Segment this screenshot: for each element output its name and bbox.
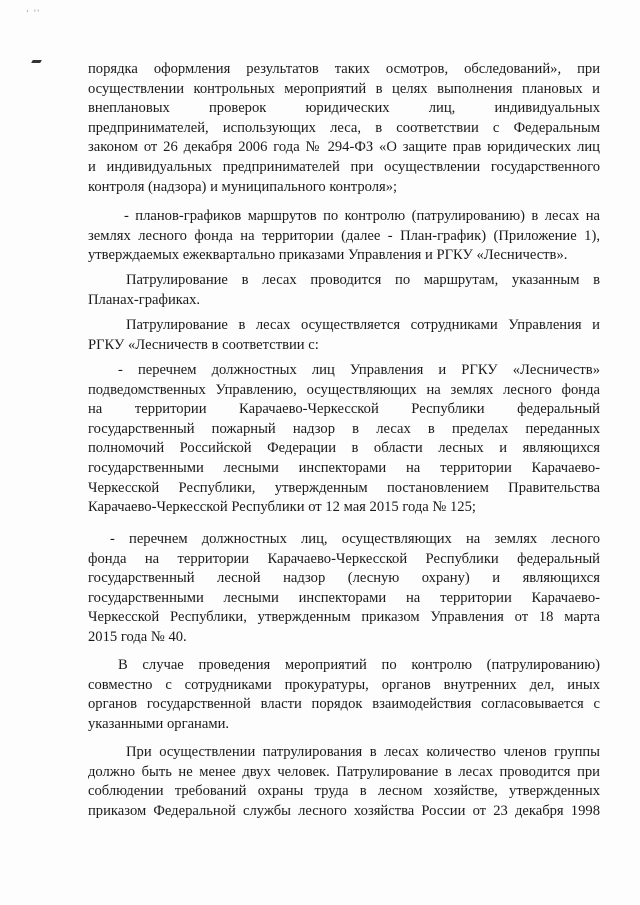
paragraph-8	[88, 743, 600, 821]
text-line: Патрулирование в лесах проводится по маршрутам, указанным в	[126, 272, 600, 288]
text-line: контроля (надзора) и муниципального контроля»;	[88, 178, 398, 195]
text-line: Черкесской Республики, утвержденным постановлением Правительства	[88, 479, 600, 496]
text-line: Планах-графиках.	[88, 291, 201, 308]
text-line: совместно с сотрудниками прокуратуры, органов внутренних дел, иных	[88, 676, 600, 693]
text-line: фонда на территории Карачаево-Черкесской Республики федеральный	[88, 550, 600, 567]
text-line: указанными органами.	[88, 715, 230, 732]
paragraph-2	[88, 207, 600, 266]
text-line: Патрулирование в лесах осуществляется сотрудниками Управления и	[126, 317, 600, 333]
text-line: государственный лесной надзор (лесную охрану) и являющихся	[88, 570, 600, 587]
text-line: на территории Карачаево-Черкесской Республики федеральный	[88, 401, 600, 418]
text-line: полномочий Российской Федерации в области лесных и являющихся	[88, 440, 600, 457]
text-line: осуществлении контрольных мероприятий в целях выполнения плановых и	[88, 80, 600, 97]
text-line: - перечнем должностных лиц, осуществляющих на землях лесного	[110, 531, 600, 547]
scan-corner-mark: ‘ ’’	[26, 8, 41, 18]
text-line: государственными лесными инспекторами на территории Карачаево-	[88, 589, 600, 606]
text-line: - перечнем должностных лиц Управления и РГКУ «Лесничеств»	[118, 362, 600, 378]
paragraph-6	[88, 530, 600, 648]
paragraph-3	[88, 271, 600, 310]
paragraph-1	[88, 60, 600, 197]
paragraph-5	[88, 361, 600, 518]
text-line: государственный пожарный надзор в лесах в пределах переданных	[88, 420, 600, 437]
text-line: предпринимателей, использующих леса, в соответствии с Федеральным	[88, 119, 600, 136]
paragraph-4	[88, 316, 600, 355]
text-line: внеплановых проверок юридических лиц, индивидуальных	[88, 100, 600, 117]
text-line: порядка оформления результатов таких осмотров, обследований», при	[88, 61, 600, 77]
text-line: должно быть не менее двух человек. Патрулирование в лесах проводится при	[88, 763, 600, 780]
text-line: приказом Федеральной службы лесного хозяйства России от 23 декабря 1998	[88, 802, 600, 819]
text-line: соблюдении требований охраны труда в лесном хозяйстве, утвержденных	[88, 783, 600, 800]
scan-mark-dash	[31, 60, 42, 63]
text-line: 2015 года № 40.	[88, 628, 187, 645]
text-line: подведомственных Управлению, осуществляющих на землях лесного фонда	[88, 381, 600, 398]
text-line: и индивидуальных предпринимателей при осуществлении государственного	[88, 158, 600, 175]
text-line: РГКУ «Лесничеств в соответствии с:	[88, 336, 319, 353]
text-line: землях лесного фонда на территории (далее - План-график) (Приложение 1),	[88, 227, 600, 244]
text-line: Карачаево-Черкесской Республики от 12 мая 2015 года № 125;	[88, 499, 476, 516]
text-line: утверждаемых ежеквартально приказами Управления и РГКУ «Лесничеств».	[88, 247, 568, 264]
text-line: законом от 26 декабря 2006 года № 294-ФЗ «О защите прав юридических лиц	[88, 139, 600, 156]
text-line: Черкесской Республики, утвержденным приказом Управления от 18 марта	[88, 609, 600, 626]
paragraph-7	[88, 656, 600, 734]
text-line: органов государственной власти порядок взаимодействия согласовывается с	[88, 696, 600, 713]
text-line: - планов-графиков маршрутов по контролю (патрулированию) в лесах на	[124, 208, 600, 224]
text-line: В случае проведения мероприятий по контролю (патрулированию)	[118, 657, 600, 673]
text-line: государственными лесными инспекторами на территории Карачаево-	[88, 459, 600, 476]
text-line: При осуществлении патрулирования в лесах количество членов группы	[126, 744, 600, 760]
